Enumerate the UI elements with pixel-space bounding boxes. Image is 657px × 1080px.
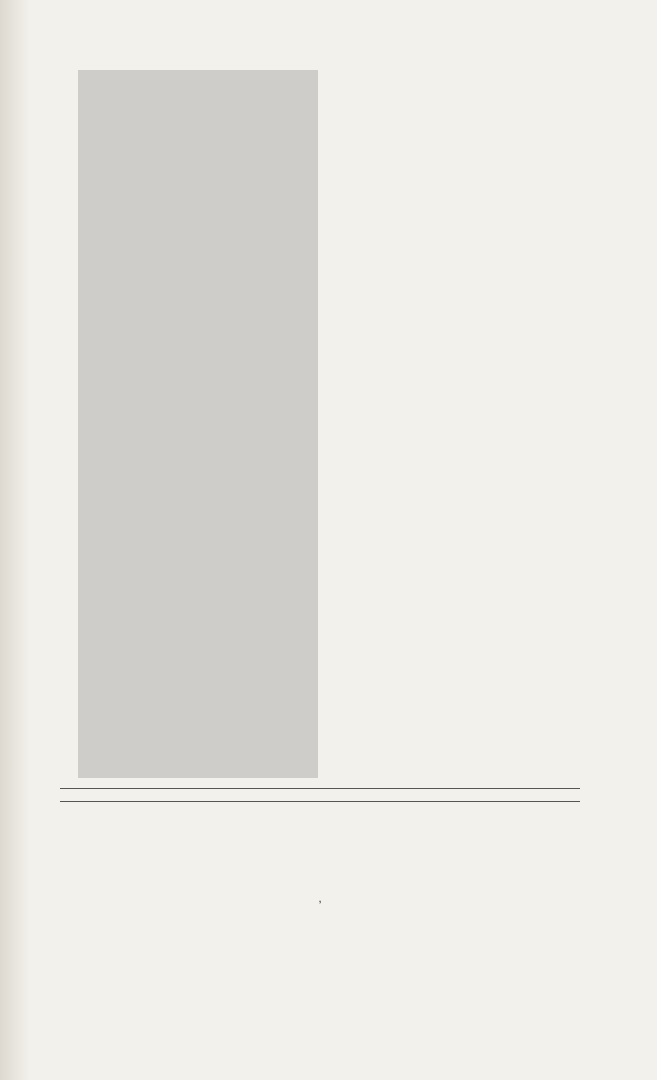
editorial-notice	[60, 788, 580, 802]
page-edge-shadow	[0, 0, 30, 1080]
imprint	[60, 893, 580, 906]
imprint-site-line: ,	[318, 893, 322, 905]
editorial-panel	[78, 70, 318, 778]
